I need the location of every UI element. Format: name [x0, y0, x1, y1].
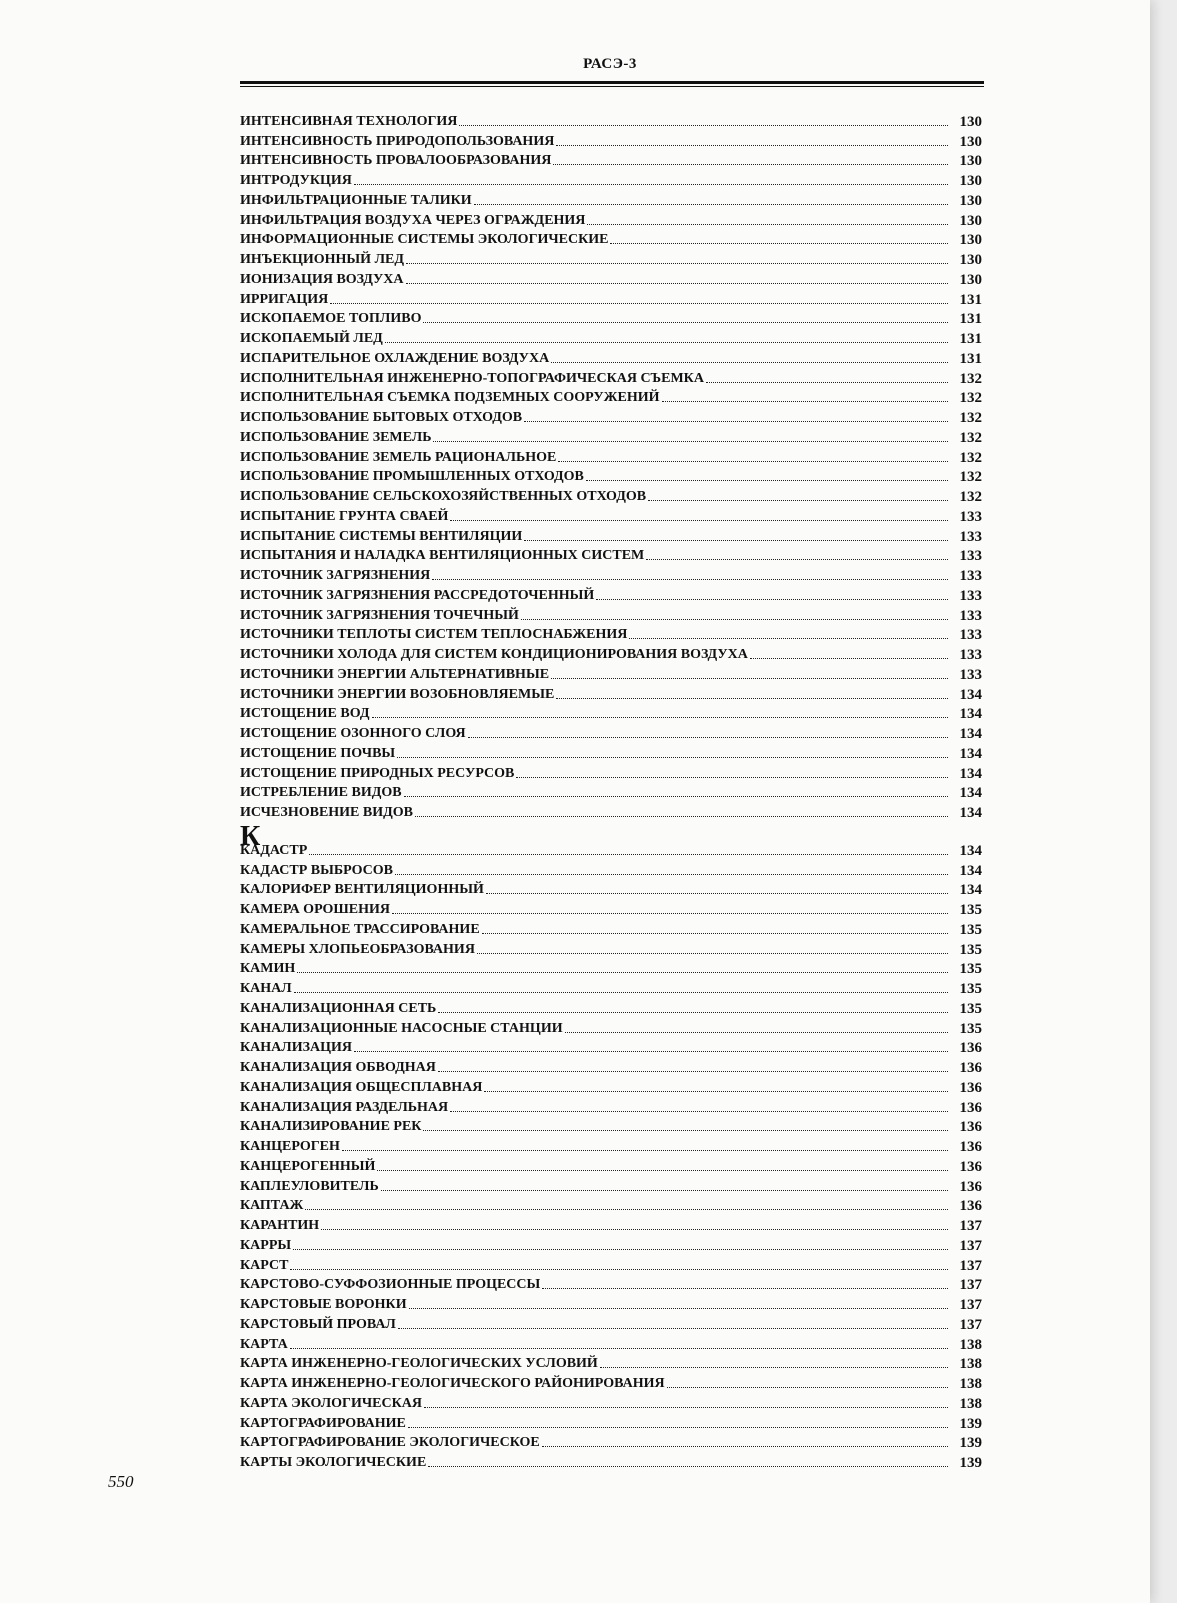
- entry-term: ИСПОЛНИТЕЛЬНАЯ СЪЕМКА ПОДЗЕМНЫХ СООРУЖЕНИЙ: [240, 390, 660, 406]
- index-entry: [240, 762, 982, 782]
- dot-leader: [482, 933, 948, 934]
- index-entry: [240, 703, 982, 723]
- dot-leader: [404, 796, 948, 797]
- dot-leader: [354, 1051, 948, 1052]
- index-entry: [240, 1135, 982, 1155]
- dot-leader: [290, 1269, 948, 1270]
- dot-leader: [542, 1446, 948, 1447]
- entry-page-number: 131: [959, 311, 982, 328]
- entry-term: КАДАСТР ВЫБРОСОВ: [240, 862, 394, 878]
- entry-term: ИСТОЧНИК ЗАГРЯЗНЕНИЯ: [240, 568, 431, 583]
- index-entry: [240, 859, 982, 879]
- index-entry: [240, 663, 982, 683]
- entry-page-number: 137: [959, 1237, 982, 1254]
- index-entry: [240, 288, 982, 308]
- entry-page-number: 137: [959, 1297, 982, 1313]
- dot-leader: [354, 184, 948, 185]
- index-entry: [240, 879, 982, 899]
- entry-page-number: 134: [959, 745, 982, 762]
- index-entry: [240, 169, 982, 189]
- entry-term: ИНФОРМАЦИОННЫЕ СИСТЕМЫ ЭКОЛОГИЧЕСКИЕ: [240, 232, 609, 248]
- entry-term: ИНТРОДУКЦИЯ: [240, 173, 352, 188]
- index-entry: [240, 839, 982, 859]
- index-entry: [240, 1313, 982, 1333]
- entry-page-number: 130: [959, 173, 982, 189]
- index-entry: [240, 997, 982, 1017]
- dot-leader: [330, 303, 948, 304]
- dot-leader: [750, 658, 948, 659]
- entry-term: КАРСТ: [240, 1257, 289, 1273]
- entry-page-number: 135: [959, 1020, 982, 1037]
- entry-page-number: 133: [959, 587, 982, 604]
- entry-term: ИСТОЧНИКИ ЭНЕРГИИ АЛЬТЕРНАТИВНЫЕ: [240, 666, 550, 682]
- dot-leader: [290, 1348, 948, 1349]
- entry-page-number: 132: [959, 370, 982, 387]
- dot-leader: [551, 678, 948, 679]
- entry-page-number: 130: [959, 133, 982, 150]
- entry-page-number: 134: [959, 726, 982, 742]
- entry-term: ИСКОПАЕМЫЙ ЛЕД: [240, 331, 383, 346]
- entry-page-number: 130: [959, 252, 982, 268]
- entry-page-number: 134: [959, 686, 982, 703]
- index-entry: [240, 347, 982, 367]
- index-entry: [240, 209, 982, 229]
- dot-leader: [468, 737, 948, 738]
- entry-page-number: 131: [959, 291, 982, 308]
- index-entry: [240, 1353, 982, 1373]
- index-entry: [240, 564, 982, 584]
- entry-term: КАМЕРА ОРОШЕНИЯ: [240, 902, 391, 917]
- entry-term: КАНАЛИЗАЦИЯ ОБВОДНАЯ: [240, 1060, 436, 1075]
- entry-page-number: 130: [959, 232, 982, 249]
- index-entry: [240, 1412, 982, 1432]
- dot-leader: [377, 1170, 948, 1171]
- entry-term: ИНТЕНСИВНОСТЬ ПРИРОДОПОЛЬЗОВАНИЯ: [240, 133, 555, 149]
- entry-term: ИСТОЩЕНИЕ ПРИРОДНЫХ РЕСУРСОВ: [240, 765, 515, 781]
- entry-term: ИОНИЗАЦИЯ ВОЗДУХА: [240, 271, 404, 287]
- entry-page-number: 133: [959, 528, 982, 545]
- entry-page-number: 131: [959, 331, 982, 347]
- dot-leader: [398, 1328, 948, 1329]
- dot-leader: [342, 1150, 948, 1151]
- index-entry: [240, 327, 982, 347]
- index-entry: [240, 229, 982, 249]
- dot-leader: [662, 401, 948, 402]
- dot-leader: [486, 893, 948, 894]
- entry-page-number: 134: [959, 765, 982, 782]
- entry-page-number: 139: [959, 1455, 982, 1471]
- dot-leader: [474, 204, 948, 205]
- entry-term: КАДАСТР: [240, 842, 308, 858]
- dot-leader: [459, 125, 948, 126]
- dot-leader: [424, 1407, 948, 1408]
- dot-leader: [565, 1032, 948, 1033]
- entry-page-number: 137: [959, 1218, 982, 1234]
- dot-leader: [556, 698, 948, 699]
- index-entry: [240, 466, 982, 486]
- dot-leader: [406, 263, 948, 264]
- index-entry: [240, 446, 982, 466]
- entry-page-number: 136: [959, 1158, 982, 1175]
- entry-term: ИНТЕНСИВНОСТЬ ПРОВАЛООБРАЗОВАНИЯ: [240, 153, 552, 169]
- index-entry: [240, 604, 982, 624]
- entry-page-number: 135: [959, 981, 982, 997]
- entry-page-number: 136: [959, 1119, 982, 1136]
- dot-leader: [629, 638, 948, 639]
- dot-leader: [524, 540, 948, 541]
- entry-term: КАРСТОВЫЙ ПРОВАЛ: [240, 1316, 396, 1332]
- index-entry: [240, 1372, 982, 1392]
- entry-term: ИСТОЩЕНИЕ ОЗОННОГО СЛОЯ: [240, 726, 466, 741]
- entry-term: КАРТОГРАФИРОВАНИЕ: [240, 1415, 406, 1431]
- entry-term: КАМИН: [240, 961, 296, 977]
- entry-page-number: 134: [959, 785, 982, 802]
- entry-page-number: 137: [959, 1277, 982, 1294]
- dot-leader: [372, 717, 948, 718]
- entry-term: КАНАЛ: [240, 981, 292, 996]
- index-entry: [240, 1451, 982, 1471]
- dot-leader: [438, 1012, 948, 1013]
- entry-term: КАРСТОВЫЕ ВОРОНКИ: [240, 1297, 407, 1312]
- entry-term: КАРРЫ: [240, 1237, 292, 1253]
- index-section-k: [240, 839, 982, 1471]
- entry-page-number: 134: [959, 805, 982, 821]
- entry-term: ИСТРЕБЛЕНИЕ ВИДОВ: [240, 785, 402, 801]
- entry-page-number: 132: [959, 429, 982, 446]
- index-entry: [240, 1254, 982, 1274]
- index-entry: [240, 189, 982, 209]
- index-section-i: [240, 110, 982, 821]
- entry-term: ИСПЫТАНИЕ ГРУНТА СВАЕЙ: [240, 508, 449, 524]
- entry-page-number: 130: [959, 271, 982, 288]
- index-entry: [240, 1274, 982, 1294]
- entry-term: КАПТАЖ: [240, 1198, 304, 1214]
- entry-term: ИСПОЛНИТЕЛЬНАЯ ИНЖЕНЕРНО-ТОПОГРАФИЧЕСКАЯ СЪЕМКА: [240, 370, 704, 386]
- entry-page-number: 133: [959, 666, 982, 683]
- index-entry: [240, 1096, 982, 1116]
- dot-leader: [586, 480, 948, 481]
- dot-leader: [432, 579, 948, 580]
- entry-term: КАНАЛИЗАЦИОННЫЕ НАСОСНЫЕ СТАНЦИИ: [240, 1020, 563, 1036]
- entry-term: КАНАЛИЗАЦИОННАЯ СЕТЬ: [240, 1000, 437, 1016]
- entry-term: ИСТОЧНИК ЗАГРЯЗНЕНИЯ ТОЧЕЧНЫЙ: [240, 607, 519, 623]
- dot-leader: [309, 854, 948, 855]
- index-entry: [240, 1432, 982, 1452]
- entry-term: КАРТЫ ЭКОЛОГИЧЕСКИЕ: [240, 1455, 427, 1470]
- dot-leader: [600, 1367, 948, 1368]
- header-rule: [240, 81, 984, 87]
- index-entry: [240, 485, 982, 505]
- dot-leader: [667, 1387, 948, 1388]
- index-entry: [240, 1155, 982, 1175]
- index-entry: [240, 683, 982, 703]
- entry-page-number: 136: [959, 1060, 982, 1076]
- index-entry: [240, 406, 982, 426]
- entry-page-number: 132: [959, 489, 982, 505]
- index-entry: [240, 801, 982, 821]
- entry-term: ИСПАРИТЕЛЬНОЕ ОХЛАЖДЕНИЕ ВОЗДУХА: [240, 350, 550, 366]
- dot-leader: [406, 283, 948, 284]
- entry-page-number: 133: [959, 627, 982, 644]
- index-entry: [240, 367, 982, 387]
- entry-term: ИСЧЕЗНОВЕНИЕ ВИДОВ: [240, 805, 413, 820]
- entry-page-number: 137: [959, 1257, 982, 1274]
- dot-leader: [415, 816, 948, 817]
- entry-page-number: 133: [959, 548, 982, 565]
- index-entry: [240, 545, 982, 565]
- entry-term: ИСПЫТАНИЯ И НАЛАДКА ВЕНТИЛЯЦИОННЫХ СИСТЕМ: [240, 548, 645, 564]
- dot-leader: [553, 164, 948, 165]
- entry-term: КАРТА ИНЖЕНЕРНО-ГЕОЛОГИЧЕСКИХ УСЛОВИЙ: [240, 1356, 598, 1372]
- dot-leader: [395, 874, 948, 875]
- entry-page-number: 134: [959, 862, 982, 879]
- dot-leader: [297, 972, 948, 973]
- entry-page-number: 133: [959, 607, 982, 624]
- entry-page-number: 139: [959, 1415, 982, 1432]
- dot-leader: [321, 1229, 948, 1230]
- dot-leader: [558, 461, 948, 462]
- index-entry: [240, 1175, 982, 1195]
- index-entry: [240, 782, 982, 802]
- entry-term: ИРРИГАЦИЯ: [240, 291, 329, 307]
- dot-leader: [596, 599, 948, 600]
- dot-leader: [551, 362, 948, 363]
- entry-term: КАРТОГРАФИРОВАНИЕ ЭКОЛОГИЧЕСКОЕ: [240, 1435, 540, 1451]
- index-entry: [240, 1116, 982, 1136]
- entry-page-number: 139: [959, 1435, 982, 1452]
- entry-term: ИСПЫТАНИЕ СИСТЕМЫ ВЕНТИЛЯЦИИ: [240, 528, 523, 544]
- entry-page-number: 130: [959, 192, 982, 209]
- entry-page-number: 136: [959, 1040, 982, 1057]
- index-entry: [240, 1234, 982, 1254]
- dot-leader: [433, 441, 948, 442]
- dot-leader: [648, 500, 948, 501]
- index-entry: [240, 584, 982, 604]
- index-entry: [240, 958, 982, 978]
- dot-leader: [524, 421, 948, 422]
- entry-term: КАРТА ИНЖЕНЕРНО-ГЕОЛОГИЧЕСКОГО РАЙОНИРОВАНИЯ: [240, 1376, 665, 1391]
- entry-term: КАНАЛИЗАЦИЯ ОБЩЕСПЛАВНАЯ: [240, 1079, 483, 1095]
- entry-page-number: 138: [959, 1356, 982, 1373]
- entry-term: КАЛОРИФЕР ВЕНТИЛЯЦИОННЫЙ: [240, 882, 484, 898]
- entry-page-number: 135: [959, 902, 982, 918]
- running-head: РАСЭ-3: [583, 56, 637, 72]
- entry-term: КАМЕРЫ ХЛОПЬЕОБРАЗОВАНИЯ: [240, 941, 475, 957]
- index-entry: [240, 898, 982, 918]
- index-entry: [240, 918, 982, 938]
- dot-leader: [556, 145, 948, 146]
- entry-page-number: 138: [959, 1336, 982, 1353]
- entry-page-number: 135: [959, 921, 982, 938]
- entry-page-number: 135: [959, 961, 982, 978]
- index-entry: [240, 722, 982, 742]
- entry-page-number: 138: [959, 1395, 982, 1412]
- index-entry: [240, 977, 982, 997]
- page-number: 550: [108, 1472, 134, 1491]
- entry-page-number: 132: [959, 469, 982, 486]
- entry-term: ИНФИЛЬТРАЦИЯ ВОЗДУХА ЧЕРЕЗ ОГРАЖДЕНИЯ: [240, 212, 586, 228]
- index-entry: [240, 643, 982, 663]
- entry-page-number: 136: [959, 1099, 982, 1116]
- entry-term: КАРТА: [240, 1336, 288, 1352]
- entry-page-number: 132: [959, 390, 982, 407]
- entry-page-number: 136: [959, 1079, 982, 1096]
- entry-term: КАНАЛИЗАЦИЯ РАЗДЕЛЬНАЯ: [240, 1099, 449, 1115]
- index-entry: [240, 624, 982, 644]
- dot-leader: [450, 520, 948, 521]
- entry-term: ИСТОЩЕНИЕ ПОЧВЫ: [240, 745, 396, 761]
- entry-page-number: 134: [959, 706, 982, 723]
- entry-term: ИНТЕНСИВНАЯ ТЕХНОЛОГИЯ: [240, 113, 458, 129]
- index-entry: [240, 742, 982, 762]
- entry-term: КАРСТОВО-СУФФОЗИОННЫЕ ПРОЦЕССЫ: [240, 1277, 541, 1293]
- entry-term: КАРТА ЭКОЛОГИЧЕСКАЯ: [240, 1395, 422, 1411]
- dot-leader: [409, 1308, 948, 1309]
- index-entry: [240, 505, 982, 525]
- dot-leader: [428, 1466, 948, 1467]
- index-entry: [240, 268, 982, 288]
- dot-leader: [484, 1091, 948, 1092]
- entry-term: ИСПОЛЬЗОВАНИЕ ЗЕМЕЛЬ: [240, 429, 432, 445]
- dot-leader: [293, 1249, 948, 1250]
- entry-page-number: 131: [959, 350, 982, 367]
- dot-leader: [385, 342, 948, 343]
- entry-page-number: 136: [959, 1139, 982, 1155]
- dot-leader: [408, 1427, 948, 1428]
- index-entry: [240, 1017, 982, 1037]
- entry-term: ИНЪЕКЦИОННЫЙ ЛЕД: [240, 252, 404, 267]
- entry-term: ИСТОЧНИКИ ТЕПЛОТЫ СИСТЕМ ТЕПЛОСНАБЖЕНИЯ: [240, 627, 628, 643]
- entry-term: КАНАЛИЗАЦИЯ: [240, 1040, 352, 1056]
- index-entry: [240, 110, 982, 130]
- entry-page-number: 130: [959, 113, 982, 130]
- dot-leader: [392, 913, 948, 914]
- entry-term: ИСТОЧНИКИ ЭНЕРГИИ ВОЗОБНОВЛЯЕМЫЕ: [240, 686, 555, 702]
- entry-term: ИСПОЛЬЗОВАНИЕ СЕЛЬСКОХОЗЯЙСТВЕННЫХ ОТХОДОВ: [240, 489, 647, 504]
- index-entry: [240, 1293, 982, 1313]
- index-entry: [240, 387, 982, 407]
- entry-term: ИСТОЧНИК ЗАГРЯЗНЕНИЯ РАССРЕДОТОЧЕННЫЙ: [240, 587, 595, 603]
- index-entry: [240, 1195, 982, 1215]
- dot-leader: [438, 1071, 948, 1072]
- entry-page-number: 132: [959, 449, 982, 466]
- index-entry: [240, 1333, 982, 1353]
- index-entry: [240, 130, 982, 150]
- entry-term: ИНФИЛЬТРАЦИОННЫЕ ТАЛИКИ: [240, 192, 472, 208]
- dot-leader: [381, 1190, 948, 1191]
- dot-leader: [587, 224, 948, 225]
- index-entry: [240, 1037, 982, 1057]
- entry-page-number: 136: [959, 1178, 982, 1195]
- entry-term: КАНЦЕРОГЕННЫЙ: [240, 1158, 376, 1174]
- entry-term: ИСПОЛЬЗОВАНИЕ ЗЕМЕЛЬ РАЦИОНАЛЬНОЕ: [240, 449, 557, 465]
- section-letter-heading: К: [240, 821, 261, 852]
- entry-page-number: 135: [959, 941, 982, 958]
- entry-term: ИСКОПАЕМОЕ ТОПЛИВО: [240, 311, 422, 327]
- entry-page-number: 132: [959, 410, 982, 426]
- entry-term: КАНАЛИЗИРОВАНИЕ РЕК: [240, 1119, 422, 1135]
- entry-term: ИСПОЛЬЗОВАНИЕ ПРОМЫШЛЕННЫХ ОТХОДОВ: [240, 469, 584, 485]
- index-entry: [240, 938, 982, 958]
- entry-term: КАМЕРАЛЬНОЕ ТРАССИРОВАНИЕ: [240, 921, 480, 937]
- dot-leader: [610, 243, 948, 244]
- entry-page-number: 138: [959, 1376, 982, 1392]
- entry-term: КАПЛЕУЛОВИТЕЛЬ: [240, 1178, 379, 1194]
- entry-page-number: 133: [959, 568, 982, 584]
- index-entry: [240, 525, 982, 545]
- dot-leader: [294, 992, 948, 993]
- dot-leader: [305, 1209, 948, 1210]
- index-entry: [240, 1076, 982, 1096]
- dot-leader: [423, 322, 948, 323]
- dot-leader: [477, 953, 948, 954]
- entry-term: ИСПОЛЬЗОВАНИЕ БЫТОВЫХ ОТХОДОВ: [240, 410, 523, 425]
- entry-page-number: 130: [959, 153, 982, 170]
- entry-term: ИСТОЧНИКИ ХОЛОДА ДЛЯ СИСТЕМ КОНДИЦИОНИРОВАНИЯ ВОЗДУХА: [240, 647, 748, 662]
- index-entry: [240, 426, 982, 446]
- dot-leader: [397, 757, 948, 758]
- entry-page-number: 134: [959, 882, 982, 899]
- index-entry: [240, 1214, 982, 1234]
- dot-leader: [646, 559, 948, 560]
- entry-page-number: 134: [959, 842, 982, 859]
- entry-term: КАНЦЕРОГЕН: [240, 1139, 340, 1154]
- entry-page-number: 130: [959, 212, 982, 229]
- entry-page-number: 133: [959, 508, 982, 525]
- entry-term: ИСТОЩЕНИЕ ВОД: [240, 706, 370, 722]
- entry-term: КАРАНТИН: [240, 1218, 320, 1233]
- entry-page-number: 135: [959, 1000, 982, 1017]
- dot-leader: [450, 1111, 948, 1112]
- dot-leader: [706, 382, 948, 383]
- index-entry: [240, 248, 982, 268]
- dot-leader: [516, 777, 948, 778]
- index-entry: [240, 150, 982, 170]
- index-entry: [240, 1056, 982, 1076]
- index-entry: [240, 1392, 982, 1412]
- dot-leader: [521, 619, 948, 620]
- entry-page-number: 136: [959, 1198, 982, 1215]
- dot-leader: [542, 1288, 948, 1289]
- entry-page-number: 133: [959, 647, 982, 663]
- entry-page-number: 137: [959, 1316, 982, 1333]
- index-entry: [240, 308, 982, 328]
- dot-leader: [423, 1130, 948, 1131]
